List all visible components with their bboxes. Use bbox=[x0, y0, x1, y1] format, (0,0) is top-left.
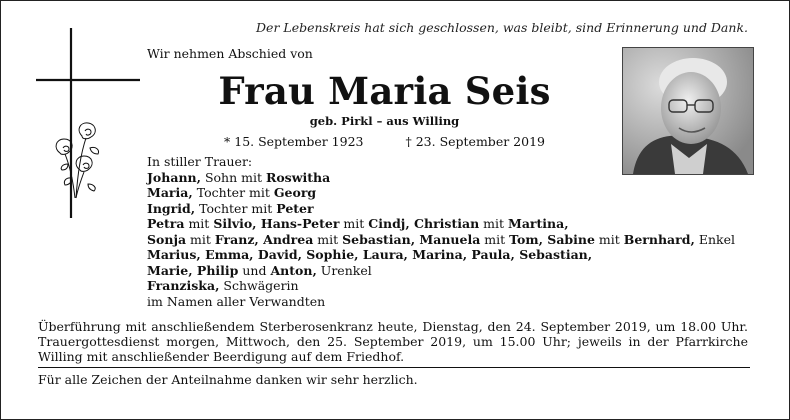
mourner-relation: Sohn mit bbox=[200, 169, 266, 185]
mourner-name: Cindj, Christian bbox=[368, 216, 480, 231]
mourner-relation: In stiller Trauer: bbox=[147, 154, 253, 169]
mourner-line bbox=[147, 263, 735, 279]
farewell-intro: Wir nehmen Abschied von bbox=[147, 46, 313, 61]
mourner-name: Georg bbox=[273, 185, 317, 200]
portrait-photo bbox=[622, 47, 754, 175]
mourner-name: Johann, bbox=[147, 169, 201, 185]
mourner-name: Sonja bbox=[147, 231, 187, 247]
mourner-name: Martina, bbox=[507, 216, 569, 231]
mourner-name: Silvio, Hans-Peter bbox=[213, 216, 340, 231]
mourner-name: Marius, Emma, David, Sophie, Laura, Marina, Paula, Sebastian, bbox=[147, 247, 593, 262]
mourner-line bbox=[147, 294, 735, 310]
thanks-note: Für alle Zeichen der Anteilnahme danken wir sehr herzlich. bbox=[38, 372, 418, 387]
mourner-line bbox=[147, 278, 735, 294]
mourner-name: Anton, bbox=[270, 262, 317, 278]
mourner-relation: mit bbox=[479, 216, 508, 231]
mourner-line bbox=[147, 247, 735, 263]
mourner-relation: Urenkel bbox=[316, 262, 372, 278]
mourner-relation: mit bbox=[480, 231, 510, 247]
mourner-name: Bernhard, bbox=[623, 231, 695, 247]
mourner-relation: mit bbox=[594, 231, 624, 247]
life-dates bbox=[147, 134, 622, 149]
mourner-name: Marie, Philip bbox=[147, 262, 239, 278]
mourner-name: Maria, bbox=[147, 185, 193, 200]
mourner-relation: und bbox=[238, 262, 271, 278]
mourner-name: Petra bbox=[147, 216, 185, 231]
mourner-relation: Schwägerin bbox=[219, 278, 299, 293]
maiden-name-origin: geb. Pirkl – aus Willing bbox=[309, 114, 460, 128]
mourner-relation: mit bbox=[186, 231, 215, 247]
mourner-relation: im Namen aller Verwandten bbox=[147, 293, 326, 309]
cross-with-roses-icon bbox=[30, 28, 140, 218]
mourner-relation: Enkel bbox=[694, 231, 735, 247]
deceased-name: Frau Maria Seis bbox=[218, 69, 551, 113]
mourner-relation: mit bbox=[339, 216, 369, 231]
motto: Der Lebenskreis hat sich geschlossen, was bleibt, sind Erinnerung und Dank. bbox=[256, 20, 748, 35]
divider bbox=[38, 367, 750, 368]
mourner-name: Roswitha bbox=[265, 169, 331, 185]
mourner-name: Sebastian, Manuela bbox=[342, 231, 481, 247]
mourner-name: Ingrid, bbox=[147, 200, 196, 216]
birth-date: * 15. September 1923 bbox=[224, 134, 364, 149]
mourner-line bbox=[147, 185, 735, 201]
mourner-relation: mit bbox=[184, 216, 214, 231]
mourner-relation: mit bbox=[313, 231, 343, 247]
mourner-line bbox=[147, 232, 735, 248]
funeral-arrangements: Überführung mit anschließendem Sterberosenkranz heute, Dienstag, den 24. September 2019, um 18.00 Uhr. Trauergottesdienst morgen, Mittwoch, den 25. September 2019, um 15.00 Uhr; jeweils in der Pfarrkirche Willing mit anschließender Beerdigung auf dem Friedhof. bbox=[38, 319, 748, 364]
mourner-name: Peter bbox=[276, 200, 314, 216]
mourner-name: Franziska, bbox=[147, 278, 220, 293]
mourner-name: Franz, Andrea bbox=[214, 231, 314, 247]
mourner-relation: Tochter mit bbox=[192, 185, 274, 200]
mourner-relation: Tochter mit bbox=[195, 200, 277, 216]
mourner-line bbox=[147, 216, 735, 232]
mourner-name: Tom, Sabine bbox=[509, 231, 595, 247]
mourners-list bbox=[147, 154, 735, 309]
mourner-line bbox=[147, 201, 735, 217]
death-date: † 23. September 2019 bbox=[405, 134, 545, 149]
